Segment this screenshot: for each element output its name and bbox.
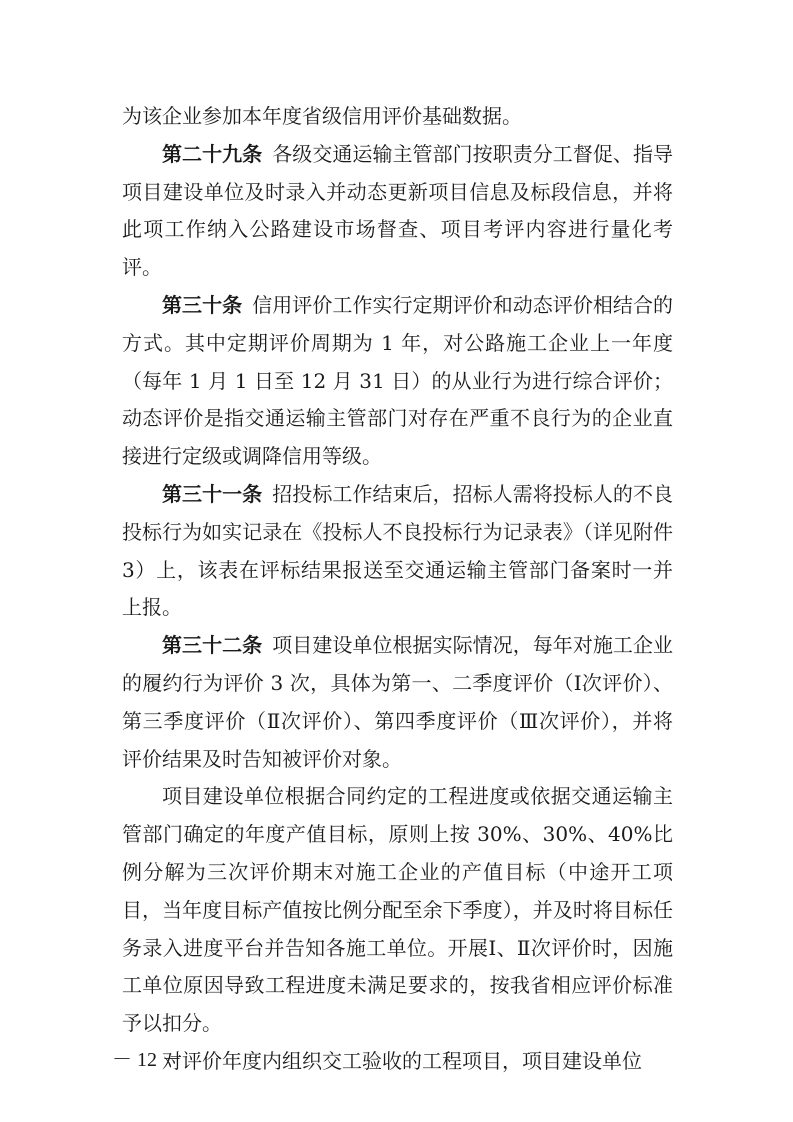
- paragraph-text: 为该企业参加本年度省级信用评价基础数据。: [122, 104, 522, 128]
- paragraph: [122, 778, 673, 1043]
- paragraph-text: 项目建设单位根据实际情况，每年对施工企业的履约行为评价 3 次，具体为第一、二季度评价（Ⅰ次评价）、第三季度评价（Ⅱ次评价）、第四季度评价（Ⅲ次评价），并将评价结果及时告知被评价对象。: [122, 633, 674, 771]
- paragraph-text: 项目建设单位根据合同约定的工程进度或依据交通运输主管部门确定的年度产值目标，原则上按 30%、30%、40%比例分解为三次评价期末对施工企业的产值目标（中途开工项目，当年度目标产值按比例分配至余下季度），并及时将目标任务录入进度平台并告知各施工单位。开展Ⅰ、Ⅱ次评价时，因施工单位原因导致工程进度未满足要求的，按我省相应评价标准予以扣分。: [122, 784, 673, 1036]
- article-29: [122, 136, 673, 287]
- paragraph-text: 招投标工作结束后，招标人需将投标人的不良投标行为如实记录在《投标人不良投标行为记录表》（详见附件 3）上，该表在评标结果报送至交通运输主管部门备案时一并上报。: [122, 481, 674, 620]
- paragraph-text: 对评价年度内组织交工验收的工程项目，项目建设单位: [162, 1048, 642, 1073]
- article-number: 第二十九条: [162, 141, 263, 166]
- paragraph-text: 各级交通运输主管部门按职责分工督促、指导项目建设单位及时录入并动态更新项目信息及标段信息，并将此项工作纳入公路建设市场督查、项目考评内容进行量化考评。: [122, 141, 674, 280]
- article-number: 第三十二条: [162, 633, 263, 658]
- article-number: 第三十一条: [162, 481, 263, 506]
- document-body: [122, 98, 673, 1081]
- paragraph: [122, 1043, 673, 1081]
- article-31: [122, 476, 673, 627]
- paragraph-continuation: [122, 98, 673, 136]
- article-30: [122, 287, 673, 476]
- article-32: [122, 627, 673, 778]
- article-number: 第三十条: [162, 292, 243, 317]
- paragraph-text: 信用评价工作实行定期评价和动态评价相结合的方式。其中定期评价周期为 1 年，对公路施工企业上一年度（每年 1 月 1 日至 12 月 31 日）的从业行为进行综合评价；动态评价是指交通运输主管部门对存在严重不良行为的企业直接进行定级或调降信用等级。: [122, 292, 674, 469]
- page-number: － 12 －: [112, 1049, 182, 1071]
